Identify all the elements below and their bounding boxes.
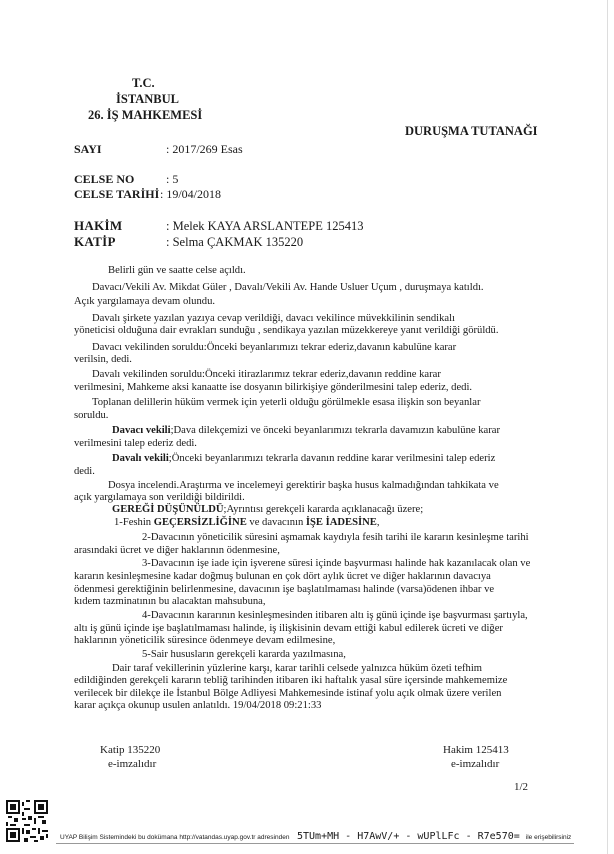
body-line: açık yargılamaya son verildiği bildirildi. [74,492,245,503]
body-line: Açık yargılamaya devam olundu. [74,296,216,307]
body-line: soruldu. [74,410,109,421]
celse-no-value: : 5 [166,172,179,186]
celse-no-label: CELSE NO [74,172,135,186]
body-line [112,454,495,465]
sayi-value: : 2017/269 Esas [166,142,243,156]
body-line: Davacı vekilinden soruldu:Önceki beyanlarımızı tekrar ederiz,davanın kabulüne karar [92,342,457,353]
page-number: 1/2 [514,781,529,793]
item-1-mid: ve davacının [246,517,306,528]
header-city: İSTANBUL [116,92,179,106]
footer-rule [56,843,574,844]
geregi-dusunuldu-label: GEREĞİ DÜŞÜNÜLDÜ [112,504,224,515]
davaci-vekili-label: Davacı vekili [112,425,171,436]
body-line [112,426,500,437]
davali-vekili-label: Davalı vekili [112,453,169,464]
body-line: karar açıkça okunup usulen anlatıldı. 19/04/2018 09:21:33 [74,700,322,711]
ise-iadesine-label: İŞE İADESİNE [305,517,377,528]
body-line: edildiğinden gerekçeli kararın tebliğ tarihinden itibaren iki haftalık yasal süre içersinde mahkememize [74,675,508,686]
document-title: DURUŞMA TUTANAĞI [405,124,538,138]
body-line: Davalı vekilinden soruldu:Önceki itirazlarımız tekrar ederiz,davanın reddine karar [92,369,441,380]
hakim-esign: e-imzalıdır [451,758,500,770]
body-line: altı iş günü içinde işe başlatılmaması halinde, iş ilişkisinin devam ettiği kabul edilerek ücreti ve diğer [74,623,503,634]
item-1-suffix: , [376,517,380,528]
header-court: 26. İŞ MAHKEMESİ [88,108,203,122]
body-line: verilsin, dedi. [74,354,132,365]
body-line: 5-Sair hususların gerekçeli kararda yazılmasına, [142,649,346,660]
body-line: Belirli gün ve saatte celse açıldı. [108,265,246,276]
body-line: verilmesini talep ederiz dedi. [74,438,197,449]
body-line: 2-Davacının yöneticilik süresini aşmamak kaydıyla fesih tarihi ile kararın kesinleşme tarihi [142,532,529,543]
body-line: ödenmesi gerektiğinin belirlenmesine, davacının işe başlatılmaması halinde (varsa)ödenen ihbar ve [74,584,495,595]
body-line: 4-Davacının kararının kesinleşmesinden itibaren altı iş günü içinde işe başvurması şartıyla, [142,610,528,621]
body-line: kıdem tazminatının bu alacaktan mahsubuna, [74,596,266,607]
uyap-footer-text: UYAP Bilişim Sistemindeki bu dokümana http://vatandas.uyap.gov.tr adresinden [60,834,290,841]
hakim-label: HAKİM [74,218,123,233]
katip-value: : Selma ÇAKMAK 135220 [166,235,304,249]
body-line-text: ;Önceki beyanlarımızı tekrarla davanın reddine karar verilmesini talep ederiz [168,453,496,464]
body-line: verilecek bir dilekçe ile İstanbul Bölge Adliyesi Mahkemesinde istinaf yolu açık olmak üzere verilen [74,688,502,699]
item-1-prefix: 1-Feshin [114,517,154,528]
body-line: Davalı şirkete yazılan yazıya cevap verildiği, davacı vekilince müvekkilinin sendikalı [92,313,455,324]
katip-signature: Katip 135220 [100,744,161,756]
celse-tarihi-label: CELSE TARİHİ [74,187,160,201]
body-line-text: ;Dava dilekçemizi ve önceki beyanlarımızı tekrarla davamızın kabulüne karar [170,425,500,436]
body-line: kararın kesinleşmesine kadar doğmuş bulunan en çok dört aylık ücret ve diğer haklarının davacıya [74,571,491,582]
body-line: haklarının yöneticilik süresince ödenmeye devam edilmesine, [74,635,336,646]
body-line [112,505,423,516]
body-line: Dosya incelendi.Araştırma ve incelemeyi gerektirir başka husus kalmadığından tahkikata ve [108,480,499,491]
body-line: 3-Davacının işe iade için işverene süresi içinde başvurması halinde hak kazanılacak olan ve [142,558,531,569]
gecersizligine-label: GEÇERSİZLİĞİNE [153,517,247,528]
hakim-value: : Melek KAYA ARSLANTEPE 125413 [166,219,364,233]
body-line: dedi. [74,466,95,477]
header-tc: T.C. [132,76,155,90]
body-line: Toplanan delillerin hüküm vermek için yeterli olduğu görülmekle esasa ilişkin son beyanlar [92,397,481,408]
katip-esign: e-imzalıdır [108,758,157,770]
verification-code [297,831,571,842]
body-line: Davacı/Vekili Av. Mikdat Güler , Davalı/Vekili Av. Hande Usluer Uçum , duruşmaya katıldı. [92,282,484,293]
hakim-signature: Hakim 125413 [443,744,509,756]
sayi-label: SAYI [74,142,102,156]
right-edge-rule [607,0,608,854]
katip-label: KATİP [74,234,116,249]
body-line: verilmesini, Mahkeme aksi kanaatte ise dosyanın bilirkişiye gönderilmesini talep ederiz, dedi. [74,382,473,393]
body-line [114,518,380,529]
body-line: yöneticisi olduğuna dair evrakları sunduğu , sendikaya yazılan müzekkereye yanıt verildiği görüldü. [74,325,499,336]
celse-tarihi-value: : 19/04/2018 [160,187,222,201]
qr-code-icon [6,800,48,842]
footer-trailing-text: ile erişebilirsiniz [525,834,572,841]
verification-code-value: 5TUm+MH - H7AwV/+ - wUPlLFc - R7e570= [297,831,520,842]
body-line: Dair taraf vekillerinin yüzlerine karşı, karar tarihli celsede yalnızca hüküm özeti tefhim [112,663,483,674]
body-line-text: ;Ayrıntısı gerekçeli kararda açıklanacağı üzere; [223,504,424,515]
body-line: arasındaki ücret ve diğer haklarının ödenmesine, [74,545,280,556]
